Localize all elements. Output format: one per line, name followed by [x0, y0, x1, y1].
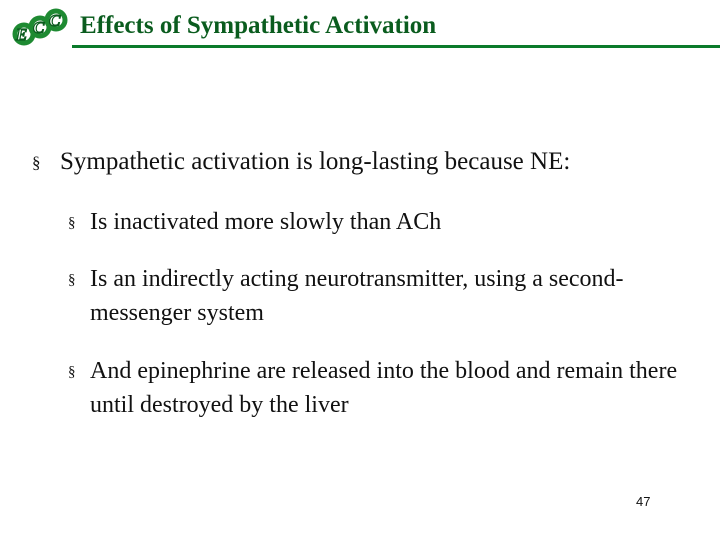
title-rule — [72, 45, 720, 48]
bullet-icon: § — [68, 364, 76, 380]
svg-text:E: E — [16, 25, 28, 44]
sub-bullet — [68, 354, 698, 422]
sub-bullet-text: Is an indirectly acting neurotransmitter, using a second-messenger system — [90, 266, 624, 326]
page-number: 47 — [636, 494, 651, 509]
svg-text:C: C — [33, 18, 45, 37]
main-bullet-text: Sympathetic activation is long-lasting because NE: — [60, 148, 571, 175]
sub-bullet — [68, 262, 698, 330]
svg-text:C: C — [49, 11, 61, 30]
slide-title: Effects of Sympathetic Activation — [80, 12, 437, 39]
ecc-logo — [10, 6, 72, 48]
sub-bullet-text: And epinephrine are released into the blood and remain there until destroyed by the liver — [90, 358, 678, 418]
bullet-icon: § — [68, 215, 76, 231]
bullet-icon: § — [68, 272, 76, 288]
sub-bullet-text: Is inactivated more slowly than ACh — [90, 209, 442, 235]
sub-bullet — [68, 205, 698, 239]
bullet-icon: § — [32, 153, 41, 172]
main-bullet — [32, 146, 712, 178]
